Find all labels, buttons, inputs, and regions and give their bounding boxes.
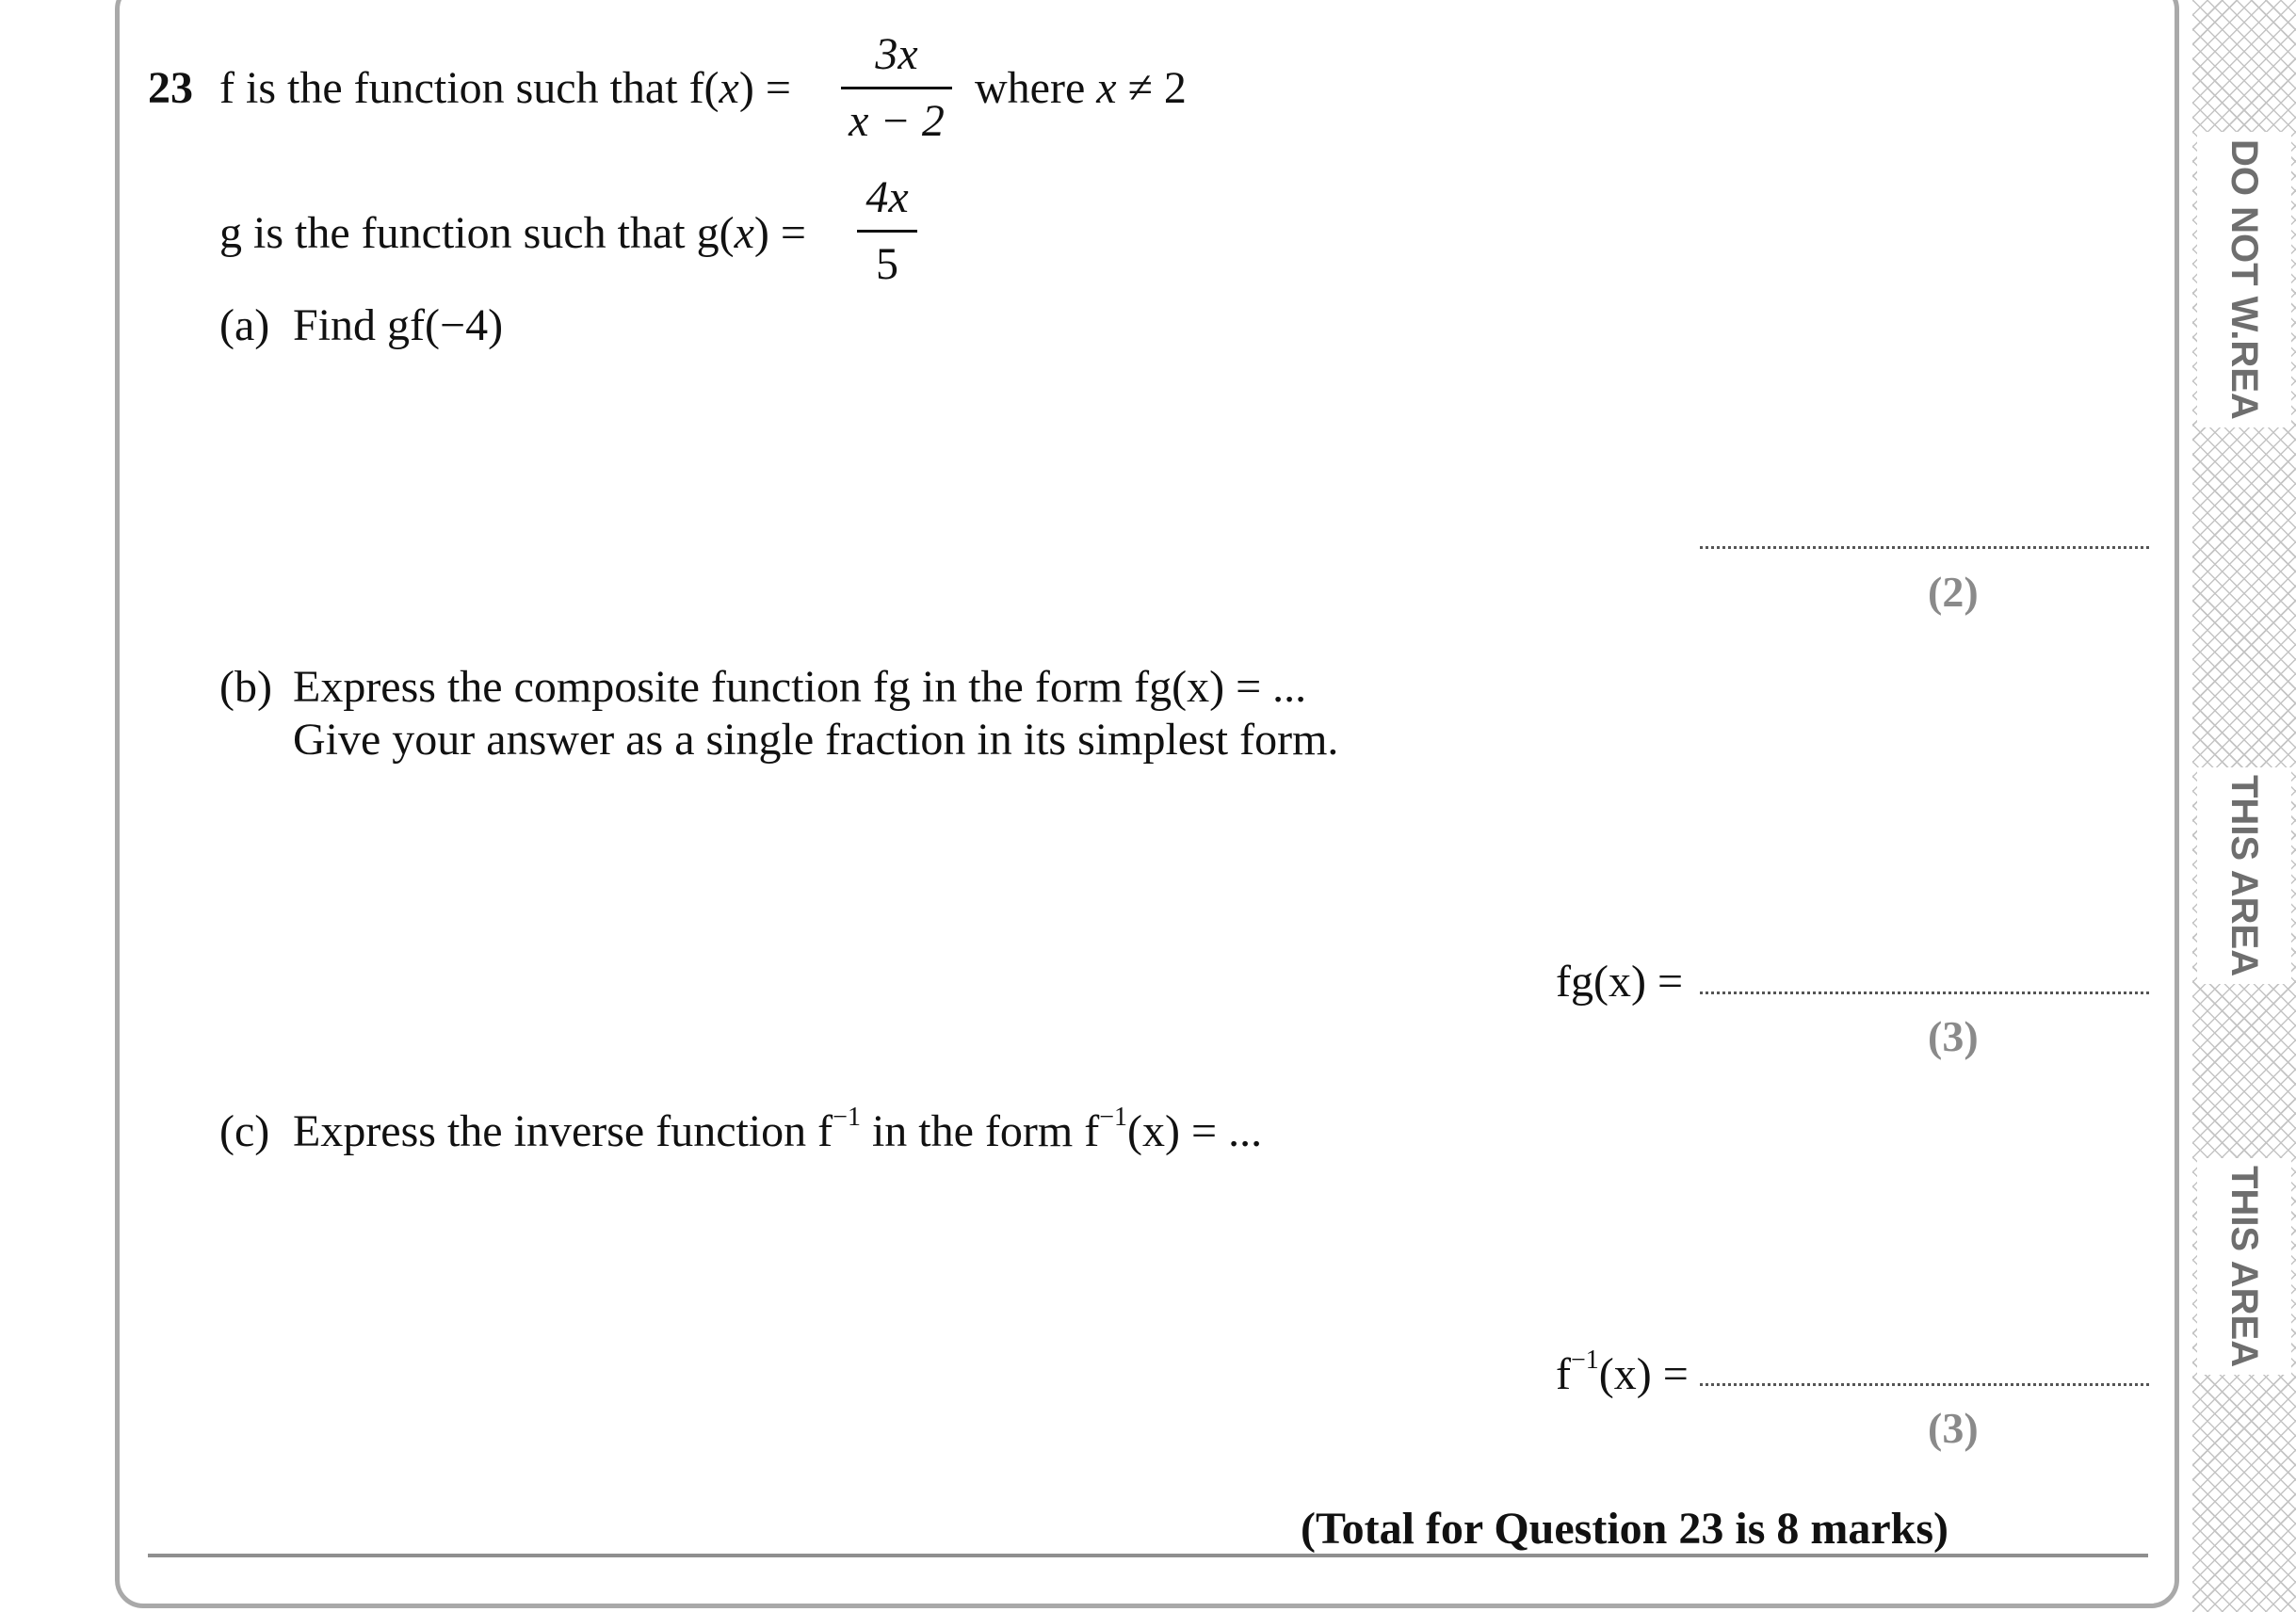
g-definition [219, 208, 806, 258]
part-c-answer-line[interactable] [1700, 1383, 2149, 1386]
part-c-superscript-2: −1 [1099, 1103, 1128, 1132]
bottom-rule [148, 1554, 2148, 1557]
part-c-answer-label [1556, 1346, 1689, 1399]
f-definition [219, 63, 791, 113]
margin-label-this-area-1: THIS AREA [2197, 767, 2291, 984]
part-c-text-post: (x) = ... [1127, 1106, 1263, 1156]
question-number: 23 [148, 63, 193, 113]
part-c-text [293, 1103, 1263, 1156]
g-fraction [857, 172, 917, 289]
part-a-marks: (2) [1928, 568, 1979, 616]
g-denominator: 5 [876, 239, 898, 289]
g-equals: ) = [753, 208, 806, 258]
part-a-answer-line[interactable] [1700, 546, 2149, 549]
part-c-text-pre: Express the inverse function f [293, 1106, 833, 1156]
g-intro-text: g is the function such that g( [219, 208, 735, 258]
part-c-text-mid: in the form f [860, 1106, 1100, 1156]
f-fraction [841, 29, 952, 146]
part-b-line1: Express the composite function fg in the form fg(x) = ... [293, 662, 1307, 712]
g-variable: x [734, 208, 754, 258]
part-c-label: (c) [219, 1106, 270, 1156]
f-condition [975, 63, 1187, 113]
part-b-answer-label: fg(x) = [1556, 957, 1684, 1007]
f-numerator: 3x [841, 32, 952, 89]
question-total: (Total for Question 23 is 8 marks) [1301, 1504, 1949, 1554]
part-b-answer-line[interactable] [1700, 991, 2149, 994]
margin-label-do-not-write: DO NOT W.REA [2197, 132, 2291, 427]
margin-hatch-strip [2192, 0, 2296, 1612]
g-numerator: 4x [857, 175, 917, 233]
f-condition-variable: x [1096, 63, 1117, 113]
f-variable: x [719, 63, 739, 113]
part-c-superscript-1: −1 [833, 1103, 861, 1132]
part-c-answer-x: (x) = [1598, 1349, 1689, 1399]
f-where-text: where [975, 63, 1086, 113]
f-intro-text: f is the function such that f( [219, 63, 720, 113]
part-b-label: (b) [219, 662, 272, 712]
part-b-line2: Give your answer as a single fraction in its simplest form. [293, 715, 1339, 765]
margin-label-this-area-2: THIS AREA [2197, 1158, 2291, 1375]
f-denominator: x − 2 [849, 96, 945, 146]
f-condition-value: ≠ 2 [1127, 63, 1187, 113]
part-b-marks: (3) [1928, 1012, 1979, 1060]
part-c-marks: (3) [1928, 1404, 1979, 1452]
part-c-answer-f: f [1556, 1349, 1571, 1399]
part-a-label: (a) [219, 300, 270, 350]
part-a-text: Find gf(−4) [293, 300, 504, 350]
f-equals: ) = [738, 63, 791, 113]
part-c-answer-superscript: −1 [1570, 1346, 1599, 1375]
